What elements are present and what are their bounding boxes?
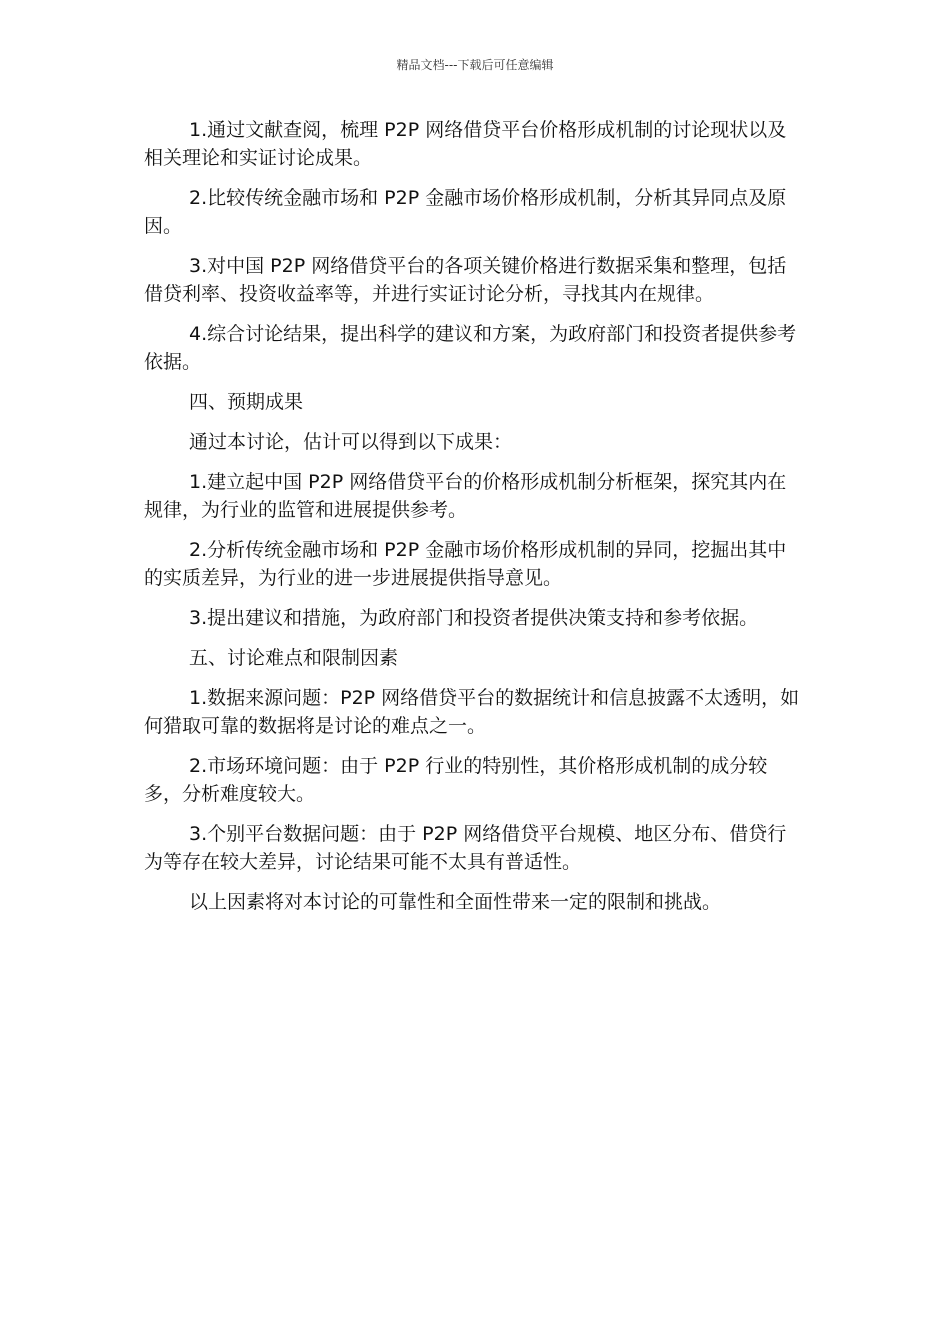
paragraph-difficulty-3: 3.个别平台数据问题：由于 P2P 网络借贷平台规模、地区分布、借贷行为等存在较大差异，讨论结果可能不太具有普适性。 — [144, 823, 787, 873]
paragraph-method-2: 2.比较传统金融市场和 P2P 金融市场价格形成机制，分析其异同点及原因。 — [144, 187, 787, 237]
section-heading-difficulties: 五、讨论难点和限制因素 — [189, 647, 399, 669]
paragraph-result-1: 1.建立起中国 P2P 网络借贷平台的价格形成机制分析框架，探究其内在规律，为行业的监管和进展提供参考。 — [144, 471, 787, 521]
paragraph-difficulty-2: 2.市场环境问题：由于 P2P 行业的特别性，其价格形成机制的成分较多，分析难度较大。 — [144, 755, 768, 805]
section-heading-expected-results: 四、预期成果 — [189, 391, 304, 413]
paragraph-conclusion: 以上因素将对本讨论的可靠性和全面性带来一定的限制和挑战。 — [189, 891, 722, 913]
paragraph-method-1: 1.通过文献查阅，梳理 P2P 网络借贷平台价格形成机制的讨论现状以及相关理论和实证讨论成果。 — [144, 119, 787, 169]
page-header: 精品文档---下载后可任意编辑 — [396, 58, 554, 72]
paragraph-method-4: 4.综合讨论结果，提出科学的建议和方案，为政府部门和投资者提供参考依据。 — [144, 323, 797, 373]
document-body — [144, 116, 804, 928]
paragraph-results-intro: 通过本讨论，估计可以得到以下成果： — [189, 431, 513, 453]
paragraph-result-3: 3.提出建议和措施，为政府部门和投资者提供决策支持和参考依据。 — [189, 607, 759, 629]
paragraph-method-3: 3.对中国 P2P 网络借贷平台的各项关键价格进行数据采集和整理，包括借贷利率、投资收益率等，并进行实证讨论分析，寻找其内在规律。 — [144, 255, 787, 305]
paragraph-difficulty-1: 1.数据来源问题：P2P 网络借贷平台的数据统计和信息披露不太透明，如何猎取可靠的数据将是讨论的难点之一。 — [144, 687, 800, 737]
paragraph-result-2: 2.分析传统金融市场和 P2P 金融市场价格形成机制的异同，挖掘出其中的实质差异，为行业的进一步进展提供指导意见。 — [144, 539, 787, 589]
